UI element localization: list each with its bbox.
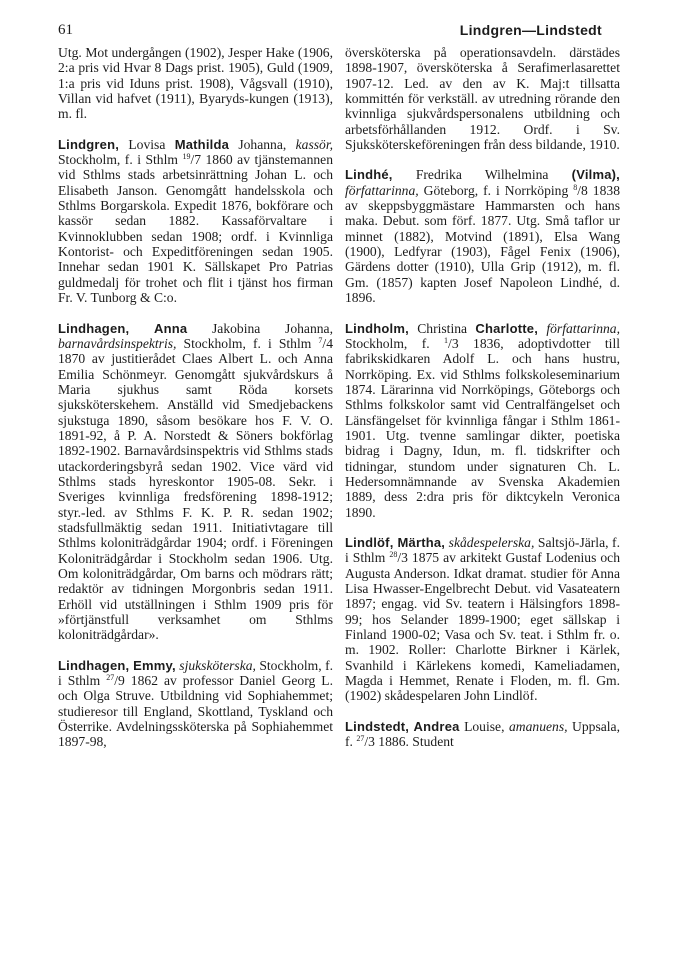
entry-born: Stockholm, f. i Sthlm — [58, 152, 183, 168]
entry-occupation: amanuens, — [504, 718, 568, 734]
entry-lindholm — [345, 321, 620, 520]
entry-lindhagen-anna — [58, 321, 333, 643]
entry-occupation: skådespelerska, — [448, 534, 535, 550]
entry-occupation: kassör, — [295, 136, 334, 152]
entry-born: Göteborg, f. i Norrköping — [418, 182, 574, 198]
entry-occupation: författarinna, — [345, 182, 419, 198]
entry-given: Louise, — [459, 718, 505, 734]
date-month: /9 — [114, 673, 125, 689]
running-head: Lindgren—Lindstedt — [459, 22, 602, 38]
right-column — [345, 45, 620, 749]
date-month: /3 — [364, 734, 375, 750]
entry-occupation: författarinna, — [538, 320, 621, 336]
entry-given: Fredrika Wilhelmina — [392, 167, 572, 183]
entry-surname: Lindhagen, Emmy, — [58, 657, 176, 673]
entry-callname: Charlotte, — [475, 320, 539, 336]
date-day: 8 — [573, 182, 578, 192]
page-number: 61 — [58, 22, 73, 38]
entry-continuation — [345, 45, 620, 152]
entry-occupation: barnavårdsinspektris, — [58, 335, 177, 351]
date-month: /8 — [577, 182, 588, 198]
entry-lindstedt — [345, 719, 620, 750]
entry-text: 1860 av tjänstemannen vid Sthlms stads arbetsinrättning Johan L. och Elisabeth Janson. Genomgått handelsskola och Sthlms Borgarskola. Expedit 1876, bokförare och kassör sedan 1882. Kassaförvaltare i Kvinnoklubben sedan 1908; ordf. i Kvinnliga Kontorist- och Expeditföreningen sedan 1905. Innehar sedan 1901 K. Sällskapet Pro Patrias guldmedalj för trohet och flit i tjänst hos firman Fr. V. Tunborg & C:o. — [58, 152, 333, 306]
left-column — [58, 45, 333, 750]
date-day: 1 — [444, 335, 449, 345]
entry-text: 1838 av skeppsbyggmästare Hammarsten och hans maka. Debut. som förf. 1877. Utg. Små taflor ur minnet (1882), Motvind (1891), Elsa Wang (1900), Ledfyrar (1903), Fågel Fenix (1906), Gärdens dotter (1910), Ulla Grip (1912), m. fl. Gm. (1857) kapten Josef Napoleon Lindhé, d. 1896. — [345, 182, 620, 306]
entry-born: Uppsala, f. — [345, 718, 620, 750]
entry-lindlof — [345, 535, 620, 704]
entry-given: Lovisa — [119, 136, 175, 152]
entry-text: 1875 av arkitekt Gustaf Lodenius och Augusta Anderson. Idkat dramat. studier för Anna Lisa Hwasser-Engelbrecht Debut. vid Vasateatern 1897; engag. vid Sv. teatern i Hälsingfors 1898-99; hos Selander 1899-1900; eget sällskap i Finland 1900-02; Vasa och Sv. teat. i Sthlm fr. o. m. 1902. Roller: Charlotte Birkner i Kärlek, Svanhild i Kärlekens komedi, Kameliadamen, Magda i Hemmet, Renate i Floden, m. fl. Gm. (1902) skådespelaren John Lindlöf. — [345, 550, 621, 704]
entry-text: 1870 av justitierådet Claes Albert L. och Anna Emilia Schönmeyr. Genomgått sjukvårdskurs å Maria sjukhus samt Röda korsets sjuksköterskehem. Anställd vid Smedjebackens sjukstuga 1890, såsom besökare hos F. V. O. 1891-92, å P. A. Norstedt & Söners bokförlag 1892-1902. Barnavårdsinspektris vid Sthlms stads utackorderingsbyrå sedan 1902. Vice värd vid Sthlms stads hyreskontor 1905-08. Sekr. i Sveriges kvinnliga fredsförening 1898-1912; styr.-led. av Sthlms F. K. P. R. sedan 1902; stadsfullmäktig sedan 1911. Initiativtagare till Sthlms koloniträdgårdar 1904; ordf. i Föreningen Koloniträdgårdar i Stockholm sedan 1906. Utg. Om koloniträdgårdar, Om barns och mödrars rätt; redaktör av tidningen Morgonbris sedan 1911. Erhöll vid utställningen i Sthlm 1909 pris för »förtjänstfull verksamhet om Sthlms koloniträdgårdar». — [58, 351, 333, 643]
entry-lindhe — [345, 167, 620, 305]
entry-text: översköterska på operationsavdeln. därstädes 1898-1907, översköterska å Serafimerlasarettet 1907-12. Led. av den av K. Maj:t tillsatta kommittén för verkställ. av utredning rörande den kvinnliga sjukvårdspersonalens utbildning och arbetsförhållanden 1912. Ordf. i Sv. Sjuksköterskeföreningen från dess bildande, 1910. — [345, 45, 620, 153]
entry-surname: Lindhagen, — [58, 320, 130, 336]
entry-surname: Lindlöf, Märtha, — [345, 534, 446, 550]
entry-surname: Lindholm, — [345, 320, 409, 336]
date-day: 19 — [182, 152, 191, 162]
entry-surname: Lindhé, — [345, 167, 393, 183]
entry-text: Utg. Mot undergången (1902), Jesper Hake (1906, 2:a pris vid Hvar 8 Dags prist. 1905), Guld (1909, 1:a pris vid Iduns prist. 1908), Vågsvall (1910), Villan vid hafvet (1911), Byaryds-kungen (1913), m. fl. — [58, 45, 333, 122]
entry-continuation — [58, 45, 333, 122]
date-day: 27 — [356, 734, 365, 744]
entry-born: Stockholm, f. — [345, 335, 445, 351]
entry-surname: Lindgren, — [58, 136, 120, 152]
entry-lindgren — [58, 137, 333, 306]
entry-callname: Andrea — [409, 718, 460, 734]
entry-surname: Lindstedt, — [345, 718, 410, 734]
date-day: 7 — [318, 335, 323, 345]
date-day: 27 — [106, 673, 115, 683]
entry-born: Stockholm, f. i Sthlm — [176, 335, 319, 351]
date-day: 28 — [389, 550, 398, 560]
entry-text: 1862 av professor Daniel Georg L. och Olga Struve. Utbildning vid Sophiahemmet; studieresor till England, Skottland, Tyskland och Österrike. Avdelningssköterska på Sophiahemmet 1897-98, — [58, 673, 333, 750]
entry-born: Saltsjö-Järla, f. i Sthlm — [345, 534, 620, 566]
entry-given: Christina — [408, 320, 476, 336]
entry-given: Jakobina Johanna, — [187, 320, 333, 336]
date-month: /4 — [322, 335, 333, 351]
entry-text: 1886. Student — [374, 734, 454, 750]
entry-lindhagen-emmy — [58, 658, 333, 750]
date-month: /3 — [448, 335, 459, 351]
entry-occupation: sjuksköterska, — [179, 657, 256, 673]
entry-given-2: Johanna, — [229, 136, 287, 152]
entry-callname: Anna — [129, 320, 188, 336]
entry-callname: Mathilda — [174, 136, 230, 152]
date-month: /3 — [397, 550, 408, 566]
entry-born: Stockholm, f. i Sthlm — [58, 657, 334, 689]
entry-text: 1836, adoptivdotter till fabrikskidkaren Adolf L. och hans hustru, Norrköping. Ex. vid Sthlms folkskoleseminarium 1874. Lärarinna vid Norrköpings, Göteborgs och Sthlms folkskolor samt vid Centralfängelset och Länsfängelset för kvinnliga fångar i Sthlm 1861-1901. Utg. tvenne samlingar dikter, poetiska bidrag i Dagny, Idun, m. fl. tidskrifter och tidningar, stundom under signaturen Ch. L. Hedersomnämnande av Svenska Akademien 1889, dess 2:dra pris för diktcykeln Veronica 1890. — [345, 335, 621, 520]
date-month: /7 — [190, 152, 202, 168]
entry-callname: (Vilma), — [571, 167, 620, 183]
running-header — [0, 22, 700, 44]
